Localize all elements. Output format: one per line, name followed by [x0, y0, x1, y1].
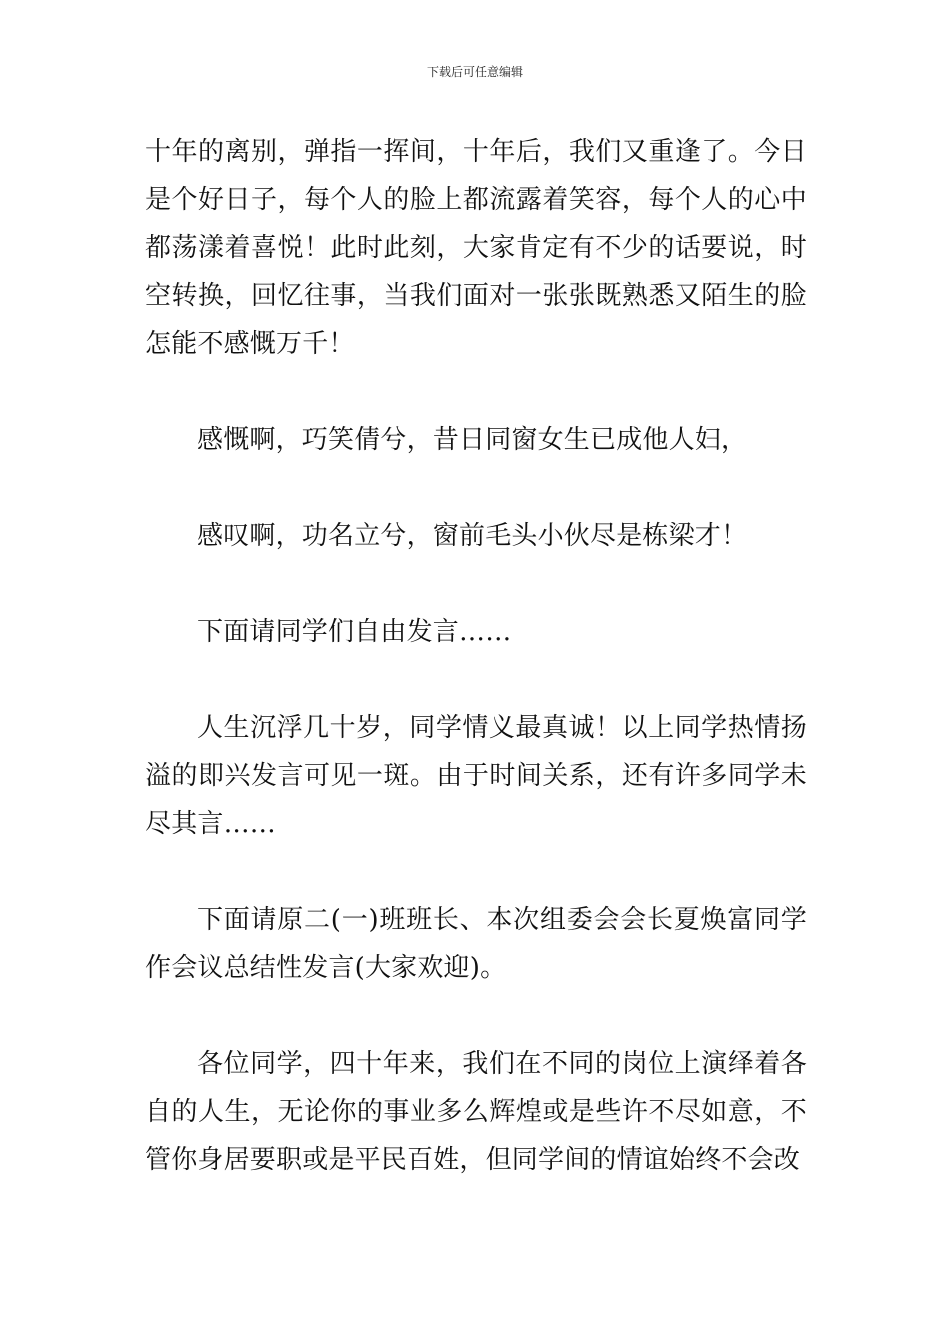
paragraph-monitor-summary: 下面请原二(一)班班长、本次组委会会长夏焕富同学作会议总结性发言(大家欢迎)。 — [145, 905, 807, 983]
paragraph-classmate-friendship: 人生沉浮几十岁，同学情义最真诚！以上同学热情扬溢的即兴发言可见一斑。由于时间关系，还有许多同学未尽其言…… — [145, 713, 807, 839]
document-body — [145, 128, 807, 1184]
page-header: 下载后可任意编辑 — [426, 65, 523, 79]
paragraph-lament-classmates: 感慨啊，巧笑倩兮，昔日同窗女生已成他人妇， — [197, 425, 748, 455]
paragraph-sigh-achievements: 感叹啊，功名立兮，窗前毛头小伙尽是栋梁才！ — [197, 521, 748, 551]
paragraph-free-speech: 下面请同学们自由发言…… — [197, 617, 512, 647]
paragraph-reunion-intro: 十年的离别，弹指一挥间，十年后，我们又重逢了。今日是个好日子，每个人的脸上都流露着笑容，每个人的心中都荡漾着喜悦！此时此刻，大家肯定有不少的话要说，时空转换，回忆往事，当我们面对一张张既熟悉又陌生的脸怎能不感慨万千！ — [145, 137, 807, 359]
paragraph-forty-years: 各位同学，四十年来，我们在不同的岗位上演绎着各自的人生，无论你的事业多么辉煌或是些许不尽如意，不管你身居要职或是平民百姓，但同学间的情谊始终不会改 — [145, 1049, 807, 1175]
